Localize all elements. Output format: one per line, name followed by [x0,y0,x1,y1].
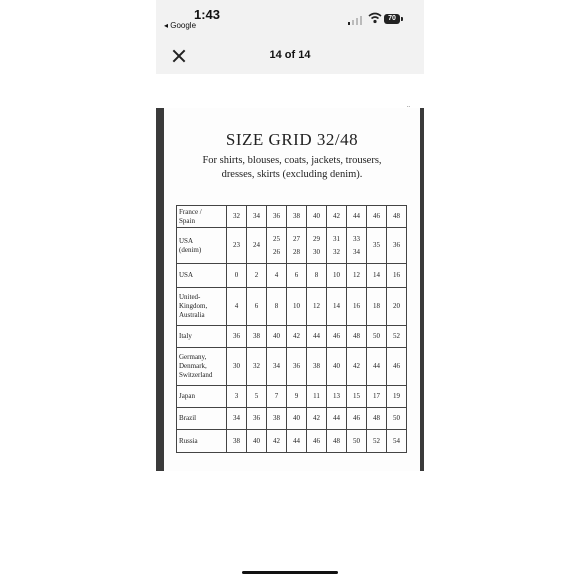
table-cell [227,408,247,430]
table-row-label [177,408,227,430]
table-cell [307,288,327,326]
cell-value: 16 [393,271,400,279]
row-label-line: Italy [179,332,192,340]
table-cell [387,348,407,386]
table-cell [307,430,327,453]
table-cell [227,326,247,348]
cell-value: 48 [393,212,400,220]
cell-value: 40 [273,332,280,340]
cell-value: 28 [293,247,300,256]
cell-value: 0 [234,271,239,279]
cell-value: 46 [353,414,360,422]
cell-value: 29 [313,234,320,243]
row-label-line: Russia [179,436,198,445]
cell-value: 40 [253,436,260,445]
table-cell [247,288,267,326]
cell-value: 48 [353,332,360,340]
table-cell [247,386,267,408]
row-label-line: USA [179,271,194,279]
cell-value: 10 [293,302,300,310]
cell-value: 12 [313,302,320,310]
photo-edge-right [420,108,424,471]
table-row-label [177,386,227,408]
row-label-line: (denim) [179,245,202,254]
cell-value: 44 [333,414,340,422]
page-counter: 14 of 14 [269,49,311,61]
table-cell [287,386,307,408]
table-cell [247,408,267,430]
cell-value: 42 [313,414,320,422]
cell-value: 31 [333,234,340,243]
row-label-line: Japan [179,392,195,400]
cellular-signal-icon [348,15,364,25]
cell-value: 46 [313,436,320,445]
cell-value: 20 [393,302,400,310]
table-cell [327,386,347,408]
table-row [177,288,407,326]
cell-value: 38 [293,212,300,220]
cell-value: 6 [294,271,299,279]
cell-value: 8 [314,271,319,279]
cell-value: 46 [373,212,380,220]
cell-value: 24 [253,241,260,249]
cell-value: 40 [313,212,320,220]
cell-value: 19 [393,392,400,400]
table-cell [247,348,267,386]
table-cell [347,228,367,264]
cell-value: 36 [273,212,280,220]
back-to-app-link[interactable]: ◂ Google [164,21,197,30]
cell-value: 38 [233,436,240,445]
cell-value: 34 [273,362,280,370]
cell-value: 32 [233,212,240,220]
table-cell [267,288,287,326]
cell-value: 50 [353,436,360,445]
cell-value: 2 [254,271,259,279]
cell-value: 40 [293,414,300,422]
table-row-label [177,228,227,264]
cell-value: 42 [273,436,280,445]
table-cell [327,228,347,264]
cell-value: 42 [353,362,360,370]
cell-value: 44 [373,362,380,370]
phone-screen [156,0,424,580]
table-cell [367,264,387,288]
table-cell [267,206,287,228]
table-row-label [177,264,227,288]
table-cell [367,408,387,430]
subtitle-line: For shirts, blouses, coats, jackets, trousers, [202,155,382,166]
row-label-line: Switzerland [179,371,213,379]
table-row-label [177,326,227,348]
table-cell [227,348,247,386]
table-cell [327,408,347,430]
cell-value: 38 [313,362,320,370]
table-cell [347,430,367,453]
cell-value: 7 [274,392,279,400]
subtitle-line: dresses, skirts (excluding denim). [221,169,363,180]
cell-value: 44 [313,332,320,340]
cell-value: 16 [353,302,360,310]
table-cell [267,326,287,348]
table-cell [367,326,387,348]
table-cell [387,264,407,288]
table-cell [307,386,327,408]
table-cell [327,288,347,326]
page-mark: ¨ [407,104,410,114]
table-cell [387,430,407,453]
table-cell [287,408,307,430]
table-row-label [177,288,227,326]
table-cell [287,430,307,453]
cell-value: 44 [293,436,300,445]
table-cell [307,264,327,288]
image-viewer[interactable] [156,104,424,471]
cell-value: 50 [393,414,400,422]
viewer-header [156,38,424,74]
table-cell [247,206,267,228]
cell-value: 11 [313,392,320,400]
table-row [177,326,407,348]
cell-value: 40 [333,362,340,370]
cell-value: 36 [393,241,400,249]
row-label-line: Spain [179,216,195,225]
cell-value: 44 [353,212,360,220]
table-cell [227,288,247,326]
table-cell [387,386,407,408]
size-grid-title: SIZE GRID 32/48 [225,130,359,149]
cell-value: 42 [293,332,300,340]
table-cell [307,206,327,228]
table-row [177,348,407,386]
table-cell [367,430,387,453]
table-cell [307,326,327,348]
table-cell [367,386,387,408]
table-cell [387,326,407,348]
table-cell [387,228,407,264]
table-cell [387,288,407,326]
cell-value: 52 [393,332,400,340]
photo-edge-left [156,108,164,471]
cell-value: 32 [333,247,340,256]
size-grid-table [176,205,407,453]
table-row [177,386,407,408]
battery-icon: 70 [384,14,400,24]
cell-value: 14 [333,302,340,310]
cell-value: 9 [294,392,299,400]
table-cell [287,228,307,264]
status-time: 1:43 [194,7,221,22]
cell-value: 5 [254,392,259,400]
table-cell [327,206,347,228]
table-cell [307,228,327,264]
table-cell [227,386,247,408]
table-cell [347,264,367,288]
table-cell [267,430,287,453]
table-cell [247,228,267,264]
cell-value: 36 [233,332,240,340]
table-cell [227,430,247,453]
cell-value: 4 [274,271,279,279]
cell-value: 17 [373,392,380,400]
table-cell [267,386,287,408]
cell-value: 26 [273,247,280,256]
cell-value: 14 [373,271,380,279]
table-cell [327,264,347,288]
cell-value: 35 [373,241,380,249]
home-indicator[interactable] [242,571,338,574]
row-label-line: Australia [179,311,205,319]
row-label-line: USA [179,236,194,245]
cell-value: 15 [353,392,360,400]
cell-value: 18 [373,302,380,310]
table-cell [307,348,327,386]
table-cell [307,408,327,430]
cell-value: 38 [273,414,280,422]
row-label-line: Kingdom, [179,302,208,310]
cell-value: 6 [254,302,259,310]
table-cell [327,348,347,386]
table-cell [247,264,267,288]
cell-value: 13 [333,392,340,400]
table-row-label [177,430,227,453]
table-cell [287,348,307,386]
cell-value: 12 [353,271,360,279]
cell-value: 8 [274,302,279,310]
row-label-line: France / [179,207,202,216]
cell-value: 30 [313,247,320,256]
table-row [177,206,407,228]
cell-value: 30 [233,362,240,370]
cell-value: 36 [293,362,300,370]
cell-value: 33 [353,234,360,243]
row-label-line: United- [179,293,201,301]
table-row-label [177,348,227,386]
cell-value: 34 [253,212,260,220]
table-cell [367,288,387,326]
cell-value: 32 [253,362,260,370]
cell-value: 48 [333,436,340,445]
row-label-line: Denmark, [179,362,207,370]
cell-value: 38 [253,332,260,340]
table-cell [347,206,367,228]
cell-value: 42 [333,212,340,220]
table-cell [227,228,247,264]
table-cell [347,386,367,408]
cell-value: 46 [393,362,400,370]
table-cell [387,408,407,430]
cell-value: 52 [373,436,380,445]
size-grid-subtitle [164,154,420,182]
size-chart-page [164,104,420,471]
table-row [177,228,407,264]
table-cell [327,430,347,453]
table-cell [287,206,307,228]
row-label-line: Germany, [179,353,207,361]
battery-tip [401,17,403,21]
cell-value: 25 [273,234,280,243]
table-cell [327,326,347,348]
table-cell [267,348,287,386]
cell-value: 4 [234,302,239,310]
cell-value: 34 [233,414,240,422]
table-cell [267,228,287,264]
table-cell [367,348,387,386]
table-cell [227,206,247,228]
table-cell [287,288,307,326]
table-row [177,264,407,288]
table-cell [267,264,287,288]
row-label-line: Brazil [179,414,197,422]
table-cell [247,326,267,348]
table-cell [287,264,307,288]
table-cell [227,264,247,288]
table-row [177,430,407,453]
cell-value: 54 [393,436,400,445]
cell-value: 50 [373,332,380,340]
table-cell [387,206,407,228]
wifi-icon [368,12,382,24]
cell-value: 46 [333,332,340,340]
table-cell [347,348,367,386]
table-cell [287,326,307,348]
table-cell [347,288,367,326]
table-row-label [177,206,227,228]
cell-value: 36 [253,414,260,422]
table-cell [247,430,267,453]
table-cell [347,326,367,348]
table-row [177,408,407,430]
table-cell [367,206,387,228]
table-cell [347,408,367,430]
cell-value: 23 [233,241,240,249]
cell-value: 34 [353,247,360,256]
cell-value: 10 [333,271,340,279]
cell-value: 27 [293,234,300,243]
table-cell [367,228,387,264]
table-cell [267,408,287,430]
cell-value: 3 [234,392,239,400]
status-bar [156,0,424,38]
cell-value: 48 [373,414,380,422]
